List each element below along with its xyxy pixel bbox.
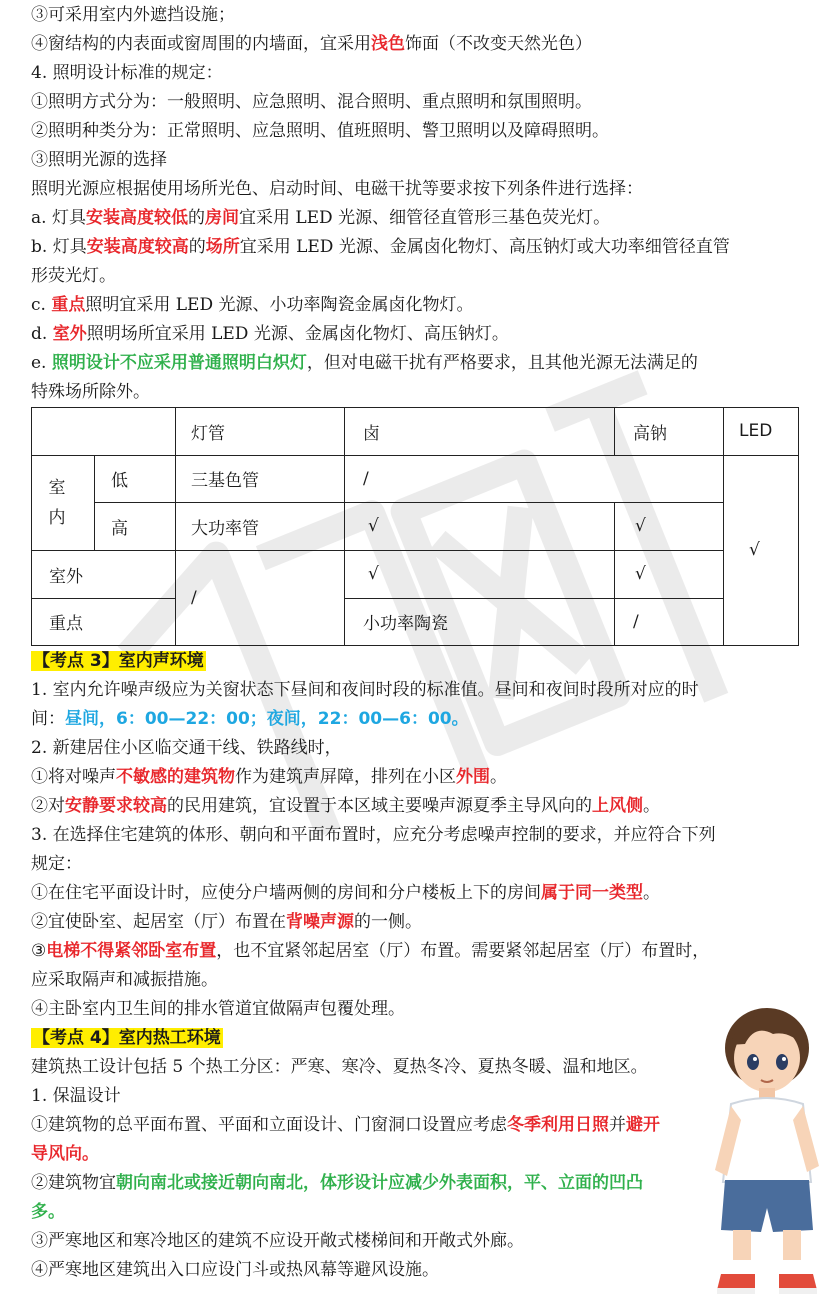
text-line: 1. 保温设计 [31,1086,121,1106]
text-line: 1. 室内允许噪声级应为关窗状态下昼间和夜间时段的标准值。昼间和夜间时段所对应的时 [31,680,699,700]
text-line: 2. 新建居住小区临交通干线、铁路线时， [31,738,342,758]
text-line: 应采取隔声和减振措施。 [31,970,218,990]
text-line: e. 照明设计不应采用普通照明白炽灯，但对电磁干扰有严格要求，且其他光源无法满足的 [31,353,698,373]
text-line: ②对安静要求较高的民用建筑，宜设置于本区域主要噪声源夏季主导风向的上风侧。 [31,796,660,816]
text-line: a. 灯具安装高度较低的房间宜采用 LED 光源、细管径直管形三基色荧光灯。 [31,208,611,228]
text-line: ③电梯不得紧邻卧室布置，也不宜紧邻起居室（厅）布置。需要紧邻起居室（厅）布置时， [31,941,710,961]
section-heading: 【考点 4】室内热工环境 [33,1028,221,1048]
text-line: ③照明光源的选择 [31,150,167,170]
row-low: 低 [111,471,128,491]
text-line: b. 灯具安装高度较高的场所宜采用 LED 光源、金属卤化物灯、高压钠灯或大功率细管径直管 [31,237,730,257]
cell-high-lamp: 大功率管 [191,518,259,539]
text-line: 形荧光灯。 [31,266,116,286]
text-line: ①照明方式分为：一般照明、应急照明、混合照明、重点照明和氛围照明。 [31,92,592,112]
boy-illustration [695,1000,835,1300]
section-heading: 【考点 3】室内声环境 [33,651,204,671]
text-line: 特殊场所除外。 [31,382,150,402]
text-line: 照明光源应根据使用场所光色、启动时间、电磁干扰等要求按下列条件进行选择： [31,179,643,199]
cell-outdoor-halide: √ [368,564,379,584]
text-line: 建筑热工设计包括 5 个热工分区：严寒、寒冷、夏热冬冷、夏热冬暖、温和地区。 [31,1057,648,1077]
cell-high-halide: √ [368,516,379,536]
text-line: ④严寒地区建筑出入口应设门斗或热风幕等避风设施。 [31,1260,439,1280]
text-line: 间：昼间，6：00—22：00；夜间，22：00—6：00。 [31,709,469,729]
cell-key-sodium: / [633,611,639,632]
row-key: 重点 [49,614,83,634]
text-line: d. 室外照明场所宜采用 LED 光源、金属卤化物灯、高压钠灯。 [31,324,509,344]
row-indoor: 室内 [48,478,66,528]
cell-low-lamp: 三基色管 [191,471,259,491]
text-line: ①将对噪声不敏感的建筑物作为建筑声屏障，排列在小区外围。 [31,767,507,787]
row-outdoor: 室外 [49,566,83,587]
text-line: ②照明种类分为：正常照明、应急照明、值班照明、警卫照明以及障碍照明。 [31,121,609,141]
cell-outdoor-sodium: √ [635,564,646,584]
text-line: c. 重点照明宜采用 LED 光源、小功率陶瓷金属卤化物灯。 [31,295,474,315]
header-sodium: 高钠 [633,423,667,444]
header-led: LED [739,421,773,441]
cell-low-halide: / [363,468,369,489]
header-halide: 卤 [363,423,380,444]
cell-led: √ [749,540,760,560]
text-line: ②建筑物宜朝向南北或接近朝向南北，体形设计应减少外表面积，平、立面的凹凸 [31,1173,643,1193]
cell-outdoor-lamp: / [191,587,197,608]
text-line: ④窗结构的内表面或窗周围的内墙面，宜采用浅色饰面（不改变天然光色） [31,34,592,54]
text-line: ①建筑物的总平面布置、平面和立面设计、门窗洞口设置应考虑冬季利用日照并避开 [31,1115,660,1135]
text-line: ③严寒地区和寒冷地区的建筑不应设开敞式楼梯间和开敞式外廊。 [31,1231,524,1251]
text-line: 3. 在选择住宅建筑的体形、朝向和平面布置时，应充分考虑噪声控制的要求，并应符合下列 [31,825,716,845]
cell-key-halide: 小功率陶瓷 [363,614,448,634]
row-high: 高 [111,518,128,539]
text-line: 规定： [31,854,82,874]
text-line: ①在住宅平面设计时，应使分户墙两侧的房间和分户楼板上下的房间属于同一类型。 [31,883,660,903]
text-line: 多。 [31,1202,65,1222]
header-lamp: 灯管 [191,423,225,444]
cell-high-sodium: √ [635,516,646,536]
lighting-table [31,407,799,646]
text-line: ②宜使卧室、起居室（厅）布置在背噪声源的一侧。 [31,912,422,932]
text-line: 导风向。 [31,1144,99,1164]
text-line: ④主卧室内卫生间的排水管道宜做隔声包覆处理。 [31,999,405,1019]
text-line: 4. 照明设计标准的规定： [31,63,223,83]
text-line: ③可采用室内外遮挡设施； [31,5,235,25]
